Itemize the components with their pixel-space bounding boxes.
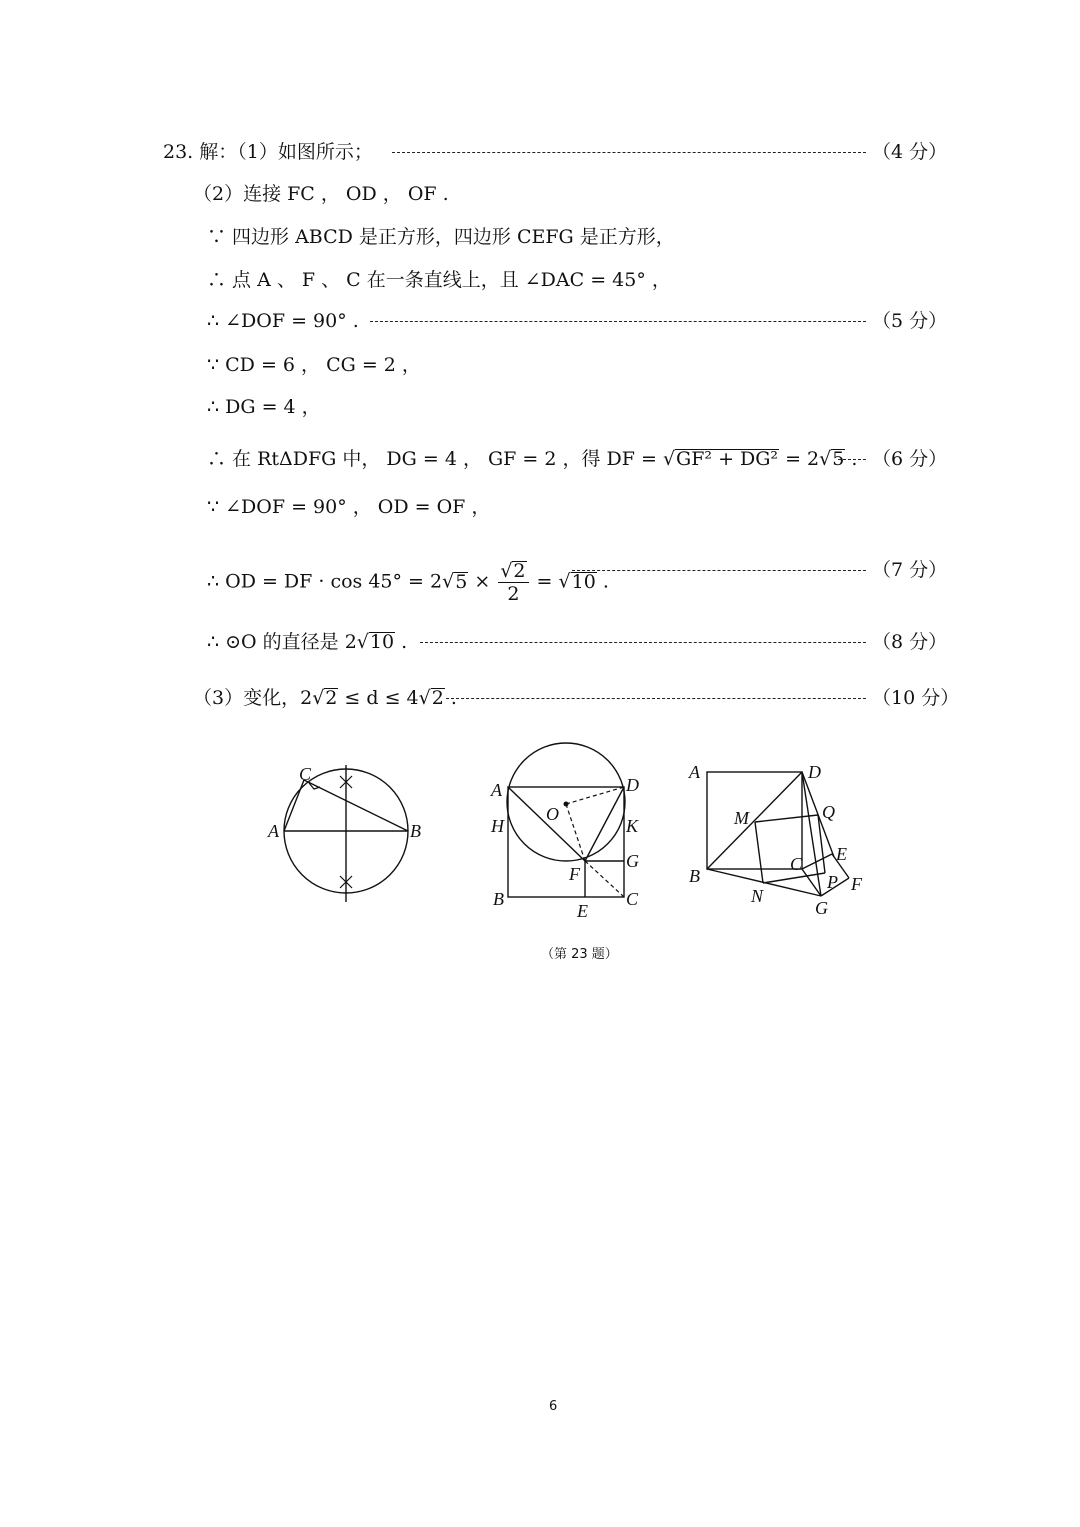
- figure-caption: （第 23 题）: [541, 947, 618, 962]
- dash-leader: [838, 459, 866, 460]
- fig3-label: C: [790, 854, 803, 874]
- line-8-radicand-2: 5: [832, 448, 845, 470]
- line-10-suffix: .: [596, 570, 609, 593]
- line-8-suffix: .: [845, 448, 858, 470]
- score-label: （10 分）: [872, 687, 960, 709]
- fig3-label: E: [836, 844, 847, 864]
- fig2-label: K: [626, 816, 639, 836]
- fig1-label: C: [299, 764, 312, 784]
- line-8-prefix: ∴ 在 RtΔDFG 中， DG = 4 ， GF = 2 ，得 DF =: [207, 448, 663, 470]
- line-7-text: ∴ DG = 4 ，: [207, 396, 321, 418]
- figure-3-rotated-squares: [685, 758, 875, 923]
- score-label: （4 分）: [872, 141, 948, 163]
- fig2-label: C: [626, 889, 639, 909]
- line-12-radicand: 2: [325, 687, 338, 709]
- line-1-text: 23. 解：（1）如图所示；: [163, 141, 373, 163]
- fig3-label: M: [734, 808, 749, 828]
- fig2-label: H: [491, 816, 504, 836]
- line-12-mid: ≤ d ≤ 4: [338, 687, 419, 709]
- line-9-text: ∵ ∠DOF = 90° ， OD = OF ，: [207, 496, 491, 518]
- line-8-formula: ∴ 在 RtΔDFG 中， DG = 4 ， GF = 2 ，得 DF = √GF² + DG² = 2√5 .: [207, 448, 858, 470]
- line-11-radicand: 10: [369, 631, 395, 653]
- fraction: $\frac{√2}{2}$: [498, 560, 528, 605]
- line-2-text: （2）连接 FC ， OD ， OF .: [193, 183, 449, 205]
- fig2-label: F: [569, 864, 580, 884]
- fraction-numerator-radicand: 2: [513, 560, 526, 582]
- line-12-radicand-2: 2: [431, 687, 444, 709]
- line-10-radicand: 5: [455, 570, 468, 593]
- dash-leader: [420, 642, 866, 643]
- line-5-text: ∴ ∠DOF = 90° .: [207, 310, 359, 332]
- line-6-text: ∵ CD = 6 ， CG = 2 ，: [207, 354, 421, 376]
- dash-leader: [572, 570, 866, 571]
- fig1-label: B: [410, 821, 421, 841]
- line-12-formula: （3）变化，2√2 ≤ d ≤ 4√2 .: [193, 687, 457, 709]
- dash-leader: [392, 152, 866, 153]
- line-4-text: ∴ 点 A 、 F 、 C 在一条直线上，且 ∠DAC = 45° ，: [207, 269, 671, 291]
- fig2-label: E: [577, 901, 588, 921]
- dash-leader: [370, 321, 866, 322]
- line-10-formula: ∴ OD = DF · cos 45° = 2√5 × $\frac{√2}{2}$ = √10 .: [207, 560, 609, 605]
- line-8-mid: = 2: [779, 448, 820, 470]
- fraction-denominator: 2: [507, 583, 520, 605]
- fig3-label: B: [689, 866, 700, 886]
- score-label: （5 分）: [872, 310, 948, 332]
- line-10-prefix: ∴ OD = DF · cos 45° = 2: [207, 570, 443, 593]
- fig2-label: D: [626, 775, 639, 795]
- figure-2-square-circle: [485, 740, 655, 925]
- fig2-label: B: [493, 889, 504, 909]
- fig3-label: D: [808, 762, 821, 782]
- score-label: （8 分）: [872, 631, 948, 653]
- line-12-suffix: .: [444, 687, 457, 709]
- fig2-label: O: [546, 804, 559, 824]
- line-8-radicand: GF² + DG²: [676, 448, 779, 470]
- fig2-label: A: [491, 780, 502, 800]
- page-number: 6: [549, 1399, 558, 1414]
- score-label: （7 分）: [872, 559, 948, 581]
- line-10-times: ×: [468, 570, 497, 593]
- line-10-radicand-2: 10: [571, 570, 596, 593]
- fig3-label: G: [815, 898, 828, 918]
- score-label: （6 分）: [872, 448, 948, 470]
- line-11-suffix: .: [395, 631, 408, 653]
- line-11-formula: ∴ ⊙O 的直径是 2√10 .: [207, 631, 408, 653]
- line-3-text: ∵ 四边形 ABCD 是正方形，四边形 CEFG 是正方形，: [207, 226, 675, 248]
- fig3-label: A: [689, 762, 700, 782]
- fig3-label: N: [751, 886, 764, 906]
- fig1-label: A: [268, 821, 279, 841]
- fig3-label: F: [851, 874, 862, 894]
- figure-1-circle-construction: [262, 760, 432, 910]
- fig3-label: P: [827, 872, 838, 892]
- line-10-eq: =: [530, 570, 559, 593]
- fig2-label: G: [626, 851, 639, 871]
- fig3-label: Q: [822, 802, 835, 822]
- line-12-prefix: （3）变化，2: [193, 687, 313, 709]
- dash-leader: [446, 698, 866, 699]
- line-11-prefix: ∴ ⊙O 的直径是 2: [207, 631, 357, 653]
